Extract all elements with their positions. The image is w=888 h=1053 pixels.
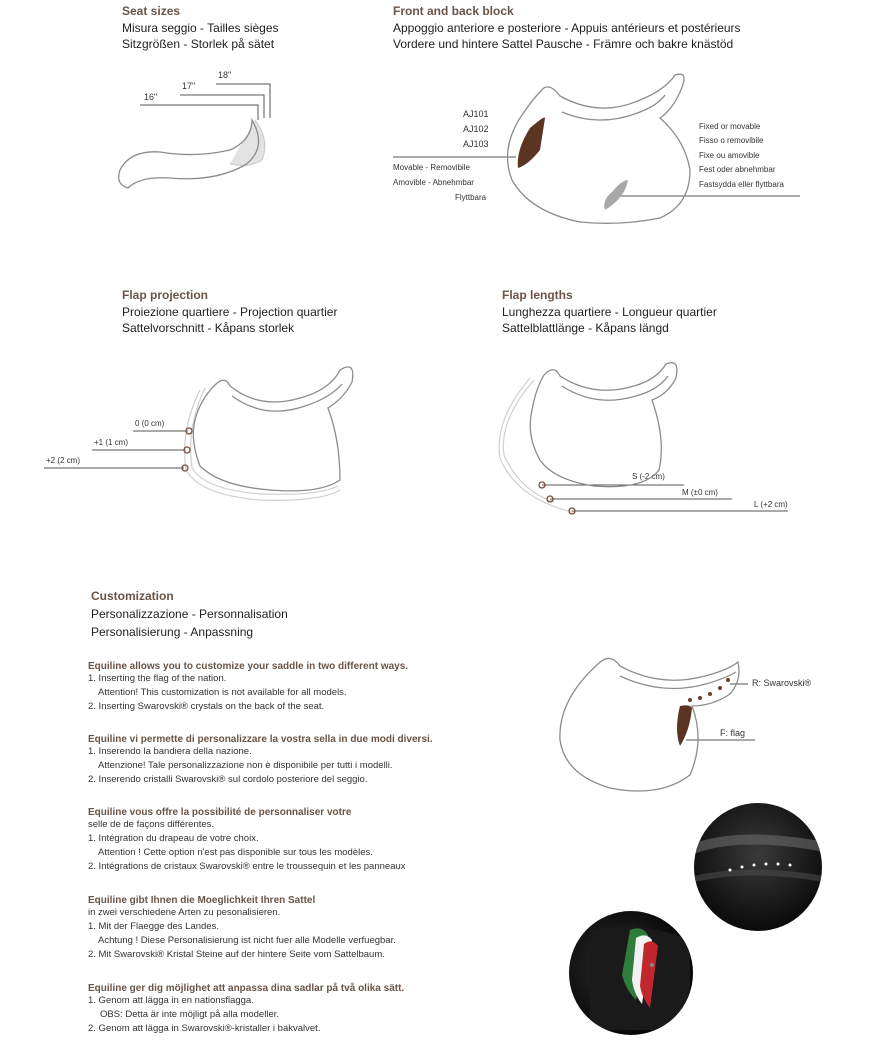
flap-lengths-line2: Sattelblattlänge - Kåpans längd <box>502 321 669 335</box>
paragraph-line: Attention ! Cette option n'est pas disponible sur tous les modèles. <box>88 847 373 858</box>
customization-title: Customization <box>91 589 174 603</box>
flap-lengths-title: Flap lengths <box>502 288 573 302</box>
flap-projection-mark-0: 0 (0 cm) <box>135 419 165 428</box>
paragraph-line: in zwei verschiedene Arten zu pesonalisieren. <box>88 907 281 918</box>
paragraph-heading: Equiline vi permette di personalizzare la vostra sella in due modi diversi. <box>88 734 433 745</box>
paragraph-line: Attention! This customization is not available for all models. <box>88 687 347 698</box>
block-right-label-3: Fixe ou amovible <box>699 151 760 160</box>
paragraph-line: Attenzione! Tale personalizzazione non è disponibile per tutti i modelli. <box>88 760 393 771</box>
paragraph-line: selle de de façons différentes. <box>88 819 215 830</box>
paragraph-line: 1. Mit der Flaegge des Landes. <box>88 921 219 932</box>
paragraph-line: 2. Inserting Swarovski® crystals on the back of the seat. <box>88 701 325 712</box>
block-right-label-4: Fest oder abnehmbar <box>699 165 776 174</box>
flap-projection-line1: Proiezione quartiere - Projection quartier <box>122 305 338 319</box>
flap-lengths-section <box>444 280 888 520</box>
paragraph-line: OBS: Detta är inte möjligt på alla modeller. <box>100 1009 280 1020</box>
paragraph-heading: Equiline gibt Ihnen die Moeglichkeit Ihren Sattel <box>88 895 316 906</box>
flap-projection-section <box>0 280 444 520</box>
block-code-2: AJ102 <box>463 124 489 134</box>
swarovski-label: R: Swarovski® <box>752 678 812 688</box>
blocks-title: Front and back block <box>393 4 514 18</box>
paragraph-line: 1. Genom att lägga in en nationsflagga. <box>88 995 254 1006</box>
block-left-label-3: Flyttbara <box>455 193 487 202</box>
paragraph-line: 1. Intégration du drapeau de votre choix. <box>88 833 259 844</box>
flap-projection-title: Flap projection <box>122 288 209 302</box>
paragraph-heading: Equiline ger dig möjlighet att anpassa dina sadlar på två olika sätt. <box>88 983 405 994</box>
flag-photo <box>0 580 888 1053</box>
customization-line1: Personalizzazione - Personnalisation <box>91 607 288 621</box>
paragraph-line: 1. Inserting the flag of the nation. <box>88 673 227 684</box>
blocks-line2: Vordere und hintere Sattel Pausche - Främre och bakre knästöd <box>393 37 734 51</box>
block-code-1: AJ101 <box>463 109 489 119</box>
block-right-label-2: Fisso o removibile <box>699 136 764 145</box>
block-right-label-5: Fastsydda eller flyttbara <box>699 180 784 189</box>
flag-label: F: flag <box>720 728 746 738</box>
paragraph-line: Achtung ! Diese Personalisierung ist nicht fuer alle Modelle verfuegbar. <box>88 935 396 946</box>
seat-size-16: 16" <box>144 92 158 102</box>
blocks-line1: Appoggio anteriore e posteriore - Appuis antérieurs et postérieurs <box>393 21 741 35</box>
paragraph-line: 2. Inserendo cristalli Swarovski® sul cordolo posteriore del seggio. <box>88 774 368 785</box>
paragraph-heading: Equiline vous offre la possibilité de personnaliser votre <box>88 807 352 818</box>
blocks-diagram <box>0 0 888 240</box>
block-left-label-2: Amovible - Abnehmbar <box>393 178 474 187</box>
paragraph-heading: Equiline allows you to customize your saddle in two different ways. <box>88 661 409 672</box>
block-left-label-1: Movable - Removibile <box>393 163 470 172</box>
flap-lengths-mark-s: S (-2 cm) <box>632 472 665 481</box>
seat-size-17: 17" <box>182 81 196 91</box>
seat-size-18: 18" <box>218 70 232 80</box>
flap-lengths-mark-l: L (+2 cm) <box>754 500 788 509</box>
block-right-label-1: Fixed or movable <box>699 122 761 131</box>
paragraph-line: 2. Genom att lägga in Swarovski®-kristaller i bakvalvet. <box>88 1023 321 1034</box>
flap-projection-line2: Sattelvorschnitt - Kåpans storlek <box>122 321 295 335</box>
block-code-3: AJ103 <box>463 139 489 149</box>
flap-lengths-line1: Lunghezza quartiere - Longueur quartier <box>502 305 717 319</box>
flap-lengths-mark-m: M (±0 cm) <box>682 488 718 497</box>
flap-lengths-diagram <box>444 280 888 520</box>
seat-sizes-title: Seat sizes <box>122 4 181 18</box>
flap-projection-mark-2: +2 (2 cm) <box>46 456 81 465</box>
flap-projection-diagram <box>0 280 444 520</box>
paragraph-line: 2. Mit Swarovski® Kristal Steine auf der hintere Seite vom Sattelbaum. <box>88 949 385 960</box>
customization-line2: Personalisierung - Anpassning <box>91 625 254 639</box>
seat-sizes-line2: Sitzgrößen - Storlek på sätet <box>122 37 275 51</box>
paragraph-line: 2. Intégrations de cristaux Swarovski® entre le troussequin et les panneaux <box>88 861 406 872</box>
flap-projection-mark-1: +1 (1 cm) <box>94 438 129 447</box>
paragraph-line: 1. Inserendo la bandiera della nazione. <box>88 746 252 757</box>
customization-section <box>0 580 888 1053</box>
blocks-section <box>0 0 888 240</box>
seat-sizes-line1: Misura seggio - Tailles sièges <box>122 21 279 35</box>
